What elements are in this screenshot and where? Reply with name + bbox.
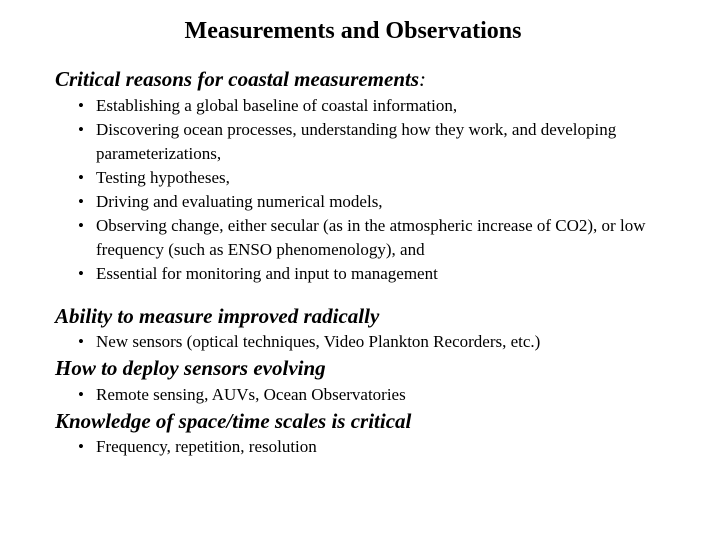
- list-item-text: Discovering ocean processes, understanding how they work, and developing parameterizations,: [96, 120, 617, 163]
- bullet-list-critical-reasons: [78, 94, 678, 286]
- list-item-text: Observing change, either secular (as in the atmospheric increase of CO2), or low frequency (such as ENSO phenomenology), and: [96, 216, 646, 259]
- bullet-icon: •: [78, 332, 84, 351]
- list-item: [78, 190, 678, 214]
- list-item-text: Testing hypotheses,: [96, 168, 230, 187]
- list-item-text: Establishing a global baseline of coastal information,: [96, 96, 458, 115]
- section-heading-text: Critical reasons for coastal measurements: [55, 67, 420, 91]
- list-item: [78, 214, 678, 262]
- list-item: [78, 435, 678, 459]
- section-heading-colon: :: [419, 67, 427, 91]
- section-heading-knowledge: Knowledge of space/time scales is critical: [55, 409, 412, 433]
- bullet-icon: •: [78, 96, 84, 115]
- list-item-text: Frequency, repetition, resolution: [96, 437, 317, 456]
- section-heading-deploy: How to deploy sensors evolving: [55, 356, 326, 380]
- list-item: [78, 330, 678, 354]
- bullet-icon: •: [78, 120, 84, 139]
- list-item-text: New sensors (optical techniques, Video Plankton Recorders, etc.): [96, 332, 541, 351]
- list-item-text: Essential for monitoring and input to management: [96, 264, 438, 283]
- list-item: [78, 94, 678, 118]
- list-item-text: Driving and evaluating numerical models,: [96, 192, 383, 211]
- bullet-list-deploy: [78, 383, 678, 407]
- bullet-list-ability: [78, 330, 678, 354]
- bullet-icon: •: [78, 192, 84, 211]
- list-item: [78, 383, 678, 407]
- list-item: [78, 166, 678, 190]
- list-item: [78, 118, 678, 166]
- slide-title: Measurements and Observations: [184, 18, 522, 44]
- bullet-icon: •: [78, 264, 84, 283]
- bullet-icon: •: [78, 216, 84, 235]
- bullet-icon: •: [78, 168, 84, 187]
- bullet-icon: •: [78, 385, 84, 404]
- list-item: [78, 262, 678, 286]
- bullet-icon: •: [78, 437, 84, 456]
- list-item-text: Remote sensing, AUVs, Ocean Observatories: [96, 385, 406, 404]
- bullet-list-knowledge: [78, 435, 678, 459]
- section-heading-critical-reasons: [55, 66, 426, 92]
- section-heading-ability: Ability to measure improved radically: [55, 304, 380, 328]
